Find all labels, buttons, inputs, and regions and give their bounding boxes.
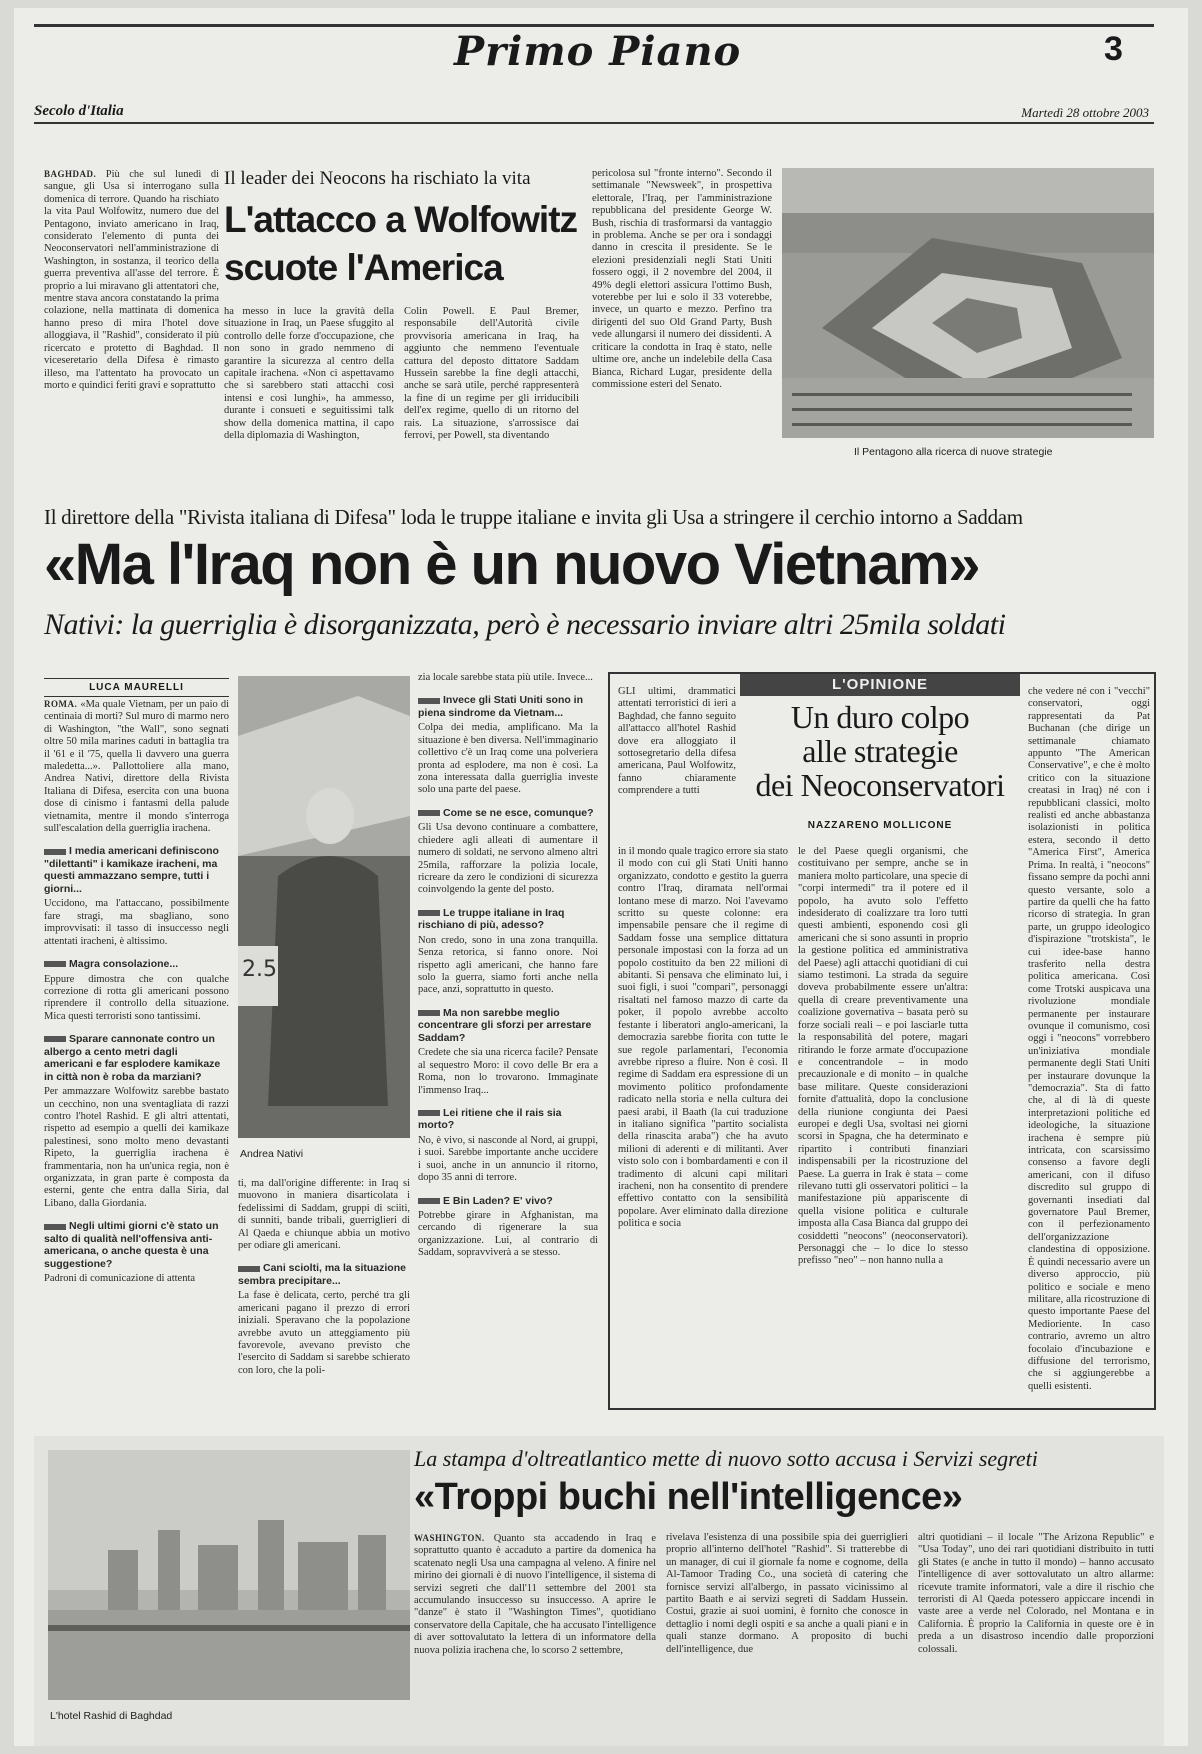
newspaper-page	[14, 8, 1188, 1746]
question-marker	[238, 1266, 260, 1272]
text: altri quotidiani – il locale "The Arizona Republic" e "Usa Today", uno dei rari quotidiani distribuito in tutti gli States (e anche in tutto il mondo) – hanno accusato l'intelligence di aver sottovalutato un altro allarme: ricevute tramite informatori, vale a dire il rischio che terroristi di Al Qaeda potessero appiccare incendi in vaste aree a verde nel Colorado, nel Montana e in California. È proprio la California in queste ore è in preda a un disastroso incendio dalle proporzioni colossali.	[918, 1532, 1154, 1655]
bottom-col1	[414, 1532, 656, 1722]
paper-name: Secolo d'Italia	[34, 103, 124, 119]
question-marker	[44, 961, 66, 967]
question-2	[44, 958, 229, 971]
top-article-col4	[592, 168, 772, 468]
text: «Ma quale Vietnam, per un paio di centinaia di morti? Sul muro di marmo nero di Washington, "the Wall", sono segnati oltre 50 mila marines caduti in battaglia tra il '61 e il '75, quella lì davvero una guerra maledetta...». Pallottoliere alla mano, Andrea Nativi, direttore della Rivista Italiana di Difesa, esercita con una buona dose di cinismo i fantasmi della palude vietnamita, mentre il mondo s'interroga sull'escalation della guerriglia irachena.	[44, 699, 229, 835]
bottom-headline: «Troppi buchi nell'intelligence»	[414, 1476, 963, 1518]
text: ti, ma dall'origine differente: in Iraq si muovono in maniera disarticolata i fedelissimi di Saddam, gruppi di sciiti, di sunniti, bande tribali, guerriglieri di Al Qaeda e chiunque abbia un motivo per odiare gli americani.	[238, 1178, 410, 1252]
answer-10: No, è vivo, si nasconde al Nord, ai gruppi, i suoi. Sarebbe importante anche uccidere i suoi, anche in un annuncio il ritorno, dopo 35 anni di terrore.	[418, 1134, 598, 1184]
bottom-kicker: La stampa d'oltreatlantico mette di nuovo sotto accusa i Servizi segreti	[414, 1446, 1038, 1471]
question-4	[44, 1220, 229, 1270]
nativi-photo	[238, 676, 410, 1138]
page-number: 3	[1104, 30, 1123, 68]
answer-7: Gli Usa devono continuare a combattere, chiedere agli alleati di aumentare il numero di soldati, ne servono almeno altri 25mila, rafforzare la polizia locale, ricreare da zero le condizioni di sicurezza coinvolgendo la gente del posto.	[418, 822, 598, 896]
main-byline: LUCA MAURELLI	[44, 678, 229, 697]
text: Colin Powell. E Paul Bremer, responsabile dell'Autorità civile provvisoria americana in Iraq, ha aggiunto che nemmeno l'eventuale cattura del deposto dittatore Saddam Hussein sarebbe la fine degli attacchi, anche se sarà utile, perché rappresenterà la fine di un regime per gli irriducibili dell'ex regime, quello di un ritorno del rais. La situazione, s'arrossisce dai ferrovi, per Powell, sta diventando	[404, 306, 579, 442]
text: Lei ritiene che il rais sia morto?	[418, 1106, 562, 1132]
section-title: Primo Piano	[454, 28, 742, 75]
question-1	[44, 845, 229, 895]
top-article-col3	[404, 306, 579, 468]
pentagon-illustration	[782, 168, 1154, 438]
main-col3	[418, 672, 598, 1423]
text: Negli ultimi giorni c'è stato un salto di qualità nell'offensiva anti-americana, o anche questa è una suggestione?	[44, 1220, 219, 1270]
text: Invece gli Stati Uniti sono in piena sindrome da Vietnam...	[418, 694, 584, 719]
top-rule	[34, 24, 1154, 27]
text: le del Paese quegli organismi, che costituivano per sempre, anche se in maniera molto particolare, una specie di "corpi intermedi" tra il potere ed il popolo, ha avuto solo l'effetto indesiderato di coalizzare tra loro tutti questi ambienti, esponendo così gli americani che si sono assunti in proprio la gestione politica ed amministrativa del Paese) agli attacchi quotidiani di cui siamo testimoni. La strada da seguire doveva probabilmente essere un'altra: quella di creare preventivamente una coalizione governativa – basata però su forze sociali reali – e poi lasciarle tutta la responsabilità del potere, magari ritirando le forze armate d'occupazione e concentrandole – in modo precauzionale e di monito – in qualche base militare. Queste considerazioni fornite d'attualità, dopo la conclusione della riunione congiunta dei Paesi europei e degli Usa, svoltasi nei giorni scorsi in Spagna, che ha determinato e ripartito i contributi finanziari indispensabili per la ricostruzione del Paese. La guerra in Irak è stata – come rilevano tutti gli osservatori politici – la manifestazione più appariscente di quella visione politica e culturale imposta alla Casa Bianca dal gruppo dei cosiddetti "neocons" (neoconservatori). Personaggi che – lo dice lo stesso prefisso "neo" – non hanno nulla a	[798, 846, 968, 1267]
text: zia locale sarebbe stata più utile. Invece...	[418, 672, 593, 683]
text: E Bin Laden? E' vivo?	[443, 1194, 553, 1207]
answer-9: Credete che sia una ricerca facile? Pensate al sequestro Moro: il covo delle Br era a Roma, non lo trovarono. Immaginate l'immenso Iraq...	[418, 1047, 598, 1096]
issue-date: Martedì 28 ottobre 2003	[1021, 105, 1149, 120]
opinion-title-line1: Un duro colpo	[790, 699, 970, 735]
question-marker	[44, 1036, 66, 1042]
answer-3: Per ammazzare Wolfowitz sarebbe bastato un cecchino, non una sventagliata di razzi contro l'hotel Rashid. E gli altri attentati, rispetto ad esempio a quelli dei kamikaze palestinesi, sono molto meno devastanti Ripeto, la guerriglia irachena è frammentaria, non ha un'unica regia, non è organizzata, in gran parte è composta da esterni, gente che entra dalla Siria, dal Libano, dalla Giordania.	[44, 1086, 229, 1209]
bottom-col3	[918, 1532, 1154, 1722]
text: ha messo in luce la gravità della situazione in Iraq, un Paese sfuggito al controllo delle forze d'occupazione, che non sono in grado nemmeno di garantire la sicurezza al centro della capitale irachena. «Non ci aspettavamo che si sarebbero stati attacchi così intensi e così lunghi», ha ammesso, durante i consueti e seguitissimi talk show della domenica mattina, il capo della diplomazia di Washington,	[224, 306, 394, 442]
top-article-col2	[224, 306, 394, 468]
nativi-caption: Andrea Nativi	[240, 1148, 304, 1160]
opinion-box	[608, 672, 1156, 1410]
text: I media americani definiscono "dilettanti" i kamikaze iracheni, ma questi ammazzano sempre, tutti i giorni...	[44, 845, 219, 895]
top-article-headline	[224, 196, 584, 292]
rashid-photo	[48, 1450, 410, 1700]
text: Ma non sarebbe meglio concentrare gli sforzi per arrestare Saddam?	[418, 1006, 592, 1044]
bottom-col2	[666, 1532, 908, 1722]
text: in il mondo quale tragico errore sia stato il modo con cui gli Stati Uniti hanno organizzato, condotto e gestito la guerra contro l'Iraq, diramata nell'ormai lontano mese di marzo. Noi l'avevamo scritto su queste colonne: era impensabile pensare che il regime di Saddam fosse una semplice dittatura personale impostasi con la forza ad un popolo costituito da ben 22 milioni di abitanti. Si pensava che eliminato lui, i suoi figli, i suoi "compari", personaggi risaltati nel famoso mazzo di carte da poker, il popolo avrebbe accolto festante i liberatori anglo-americani, la democrazia sarebbe fiorita con tutte le sue regole parlamentari, l'economia avrebbe ripreso a fluire. Non è così. Il regime di Saddam era espressione di un movimento politico profondamente radicato nella storia e nella cultura dei paesi arabi, il Baath (la cui traduzione in italiano significa "partito socialista della rinascita araba") che ha avuto milioni di aderenti e di militanti. Aver visto solo con i bombardamenti e con il tradimento di alcuni capi militari iracheni, non ha consentito di prendere effettivo contatto con la sensibilità popolare. Aver eliminato dalla direzione politica e socia	[618, 846, 788, 1230]
opinion-byline: NAZZARENO MOLLICONE	[807, 820, 953, 831]
question-marker	[418, 810, 440, 816]
text: Quanto sta accadendo in Iraq e soprattutto quanto è accaduto a partire da domenica ha scatenato negli Usa una campagna al veleno. A finire nel mirino dei giornali è di nuovo l'intelligence, il sistema di servizi segreti che dall'11 settembre del 2001 sta accumulando insuccesso su insuccesso. A aprire le "danze" è stato il "Washington Times", quotidiano conservatore della Capitale, che ha accusato l'intelligence di aver sottovalutato la lettera di un informatore della nuova polizia irachena che, lo scorso 2 settembre,	[414, 1533, 657, 1656]
text: Cani sciolti, ma la situazione sembra precipitare...	[238, 1262, 406, 1287]
text: Sparare cannonate contro un albergo a cento metri dagli americani e far esplodere kamikaze in città non è roba da marziani?	[44, 1033, 221, 1083]
question-marker	[418, 910, 440, 916]
rashid-illustration	[48, 1450, 410, 1700]
opinion-title	[740, 700, 1020, 802]
question-3	[44, 1033, 229, 1083]
main-kicker: Il direttore della "Rivista italiana di Difesa" loda le truppe italiane e invita gli Usa a stringere il cerchio intorno a Saddam	[44, 505, 1023, 529]
text: rivelava l'esistenza di una possibile spia dei guerriglieri proprio all'interno dell'hotel "Rashid". Si tratterebbe di un manager, di cui il giornale fa nome e cognome, della Al-Tamoor Trading Co., una società di catering che fornisce servizi all'albergo, in passato vicinissimo al partito Baath e ai servizi segreti di Saddam Hussein. Costui, grazie ai suoi uomini, è fornito che conosce in dettaglio i nomi degli ospiti e sa anche a quali piani e in quali stanze dormano. A proposito di buchi dell'intelligence, due	[666, 1532, 908, 1655]
question-11	[418, 1195, 598, 1208]
question-marker	[44, 849, 66, 855]
dateline: ROMA.	[44, 699, 78, 709]
opinion-col1	[618, 846, 788, 1402]
headline-line1: L'attacco a Wolfowitz	[224, 199, 578, 240]
question-7	[418, 807, 598, 820]
question-6	[418, 694, 598, 719]
question-marker	[418, 1198, 440, 1204]
answer-1: Uccidono, ma l'attaccano, possibilmente fare stragi, ma sbagliano, sono improvvisati: il tasso di insuccesso negli attentati iracheni, è altissimo.	[44, 898, 229, 947]
opinion-title-line3: dei Neoconservatori	[755, 767, 1005, 803]
main-subheadline: Nativi: la guerriglia è disorganizzata, però è necessario inviare altri 25mila soldati	[44, 608, 1006, 641]
headline-line2: scuote l'America	[224, 247, 503, 288]
dateline: WASHINGTON.	[414, 1533, 485, 1543]
text: pericolosa sul "fronte interno". Secondo il settimanale "Newsweek", in prospettiva elettorale, l'Iraq, per l'amministrazione repubblicana del presidente George W. Bush, rischia di trasformarsi da vantaggio in problema. Anche se per ora i sondaggi danno in crescita il presidente. Se le elezioni presidenziali negli Stati Uniti fossero oggi, il 2 novembre del 2004, il 49% degli elettori assicura l'ottimo Bush, voterebbe per lui e solo il 33 voterebbe, invece, un quarto e mezzo. Perfino tra dirigenti del suo Old Grand Party, Bush vede allungarsi il numero dei dissidenti. A criticare la condotta in Iraq è stato, nelle ultime ore, anche un indelebile della Casa Bianca, Richard Lugar, presidente della commissione esteri del Senato.	[592, 168, 772, 390]
text: Le truppe italiane in Iraq rischiano di più, adesso?	[418, 906, 565, 932]
opinion-col2	[798, 846, 968, 1402]
answer-6: Colpa dei media, amplificano. Ma la situazione è ben diversa. Nell'immaginario collettivo c'è un Iraq come una polveriera pronta ad esplodere, ma non è così. La zona interessata dalla guerriglia investe solo una parte del paese.	[418, 722, 598, 796]
question-marker	[44, 1224, 66, 1230]
text: che vedere né con i "vecchi" conservatori, oggi rappresentati da Pat Buchanan (che dirige un settimanale chiamato appunto "The American Conservative", e che è molto critico con la situazione creatasi in Iraq) né con i repubblicani classici, molto realisti ed anche abbastanza isolazionisti in politica estera, secondo il detto "America First", America Prima. In realtà, i "neocons" fissano sempre da pochi anni questo versante, solo a partire da quelli che ha fatto ricorso di strategia. In gran parte, un gruppo ideologico d'ispirazione "trotskista", le cui idee-base hanno trasferito nella destra politica americana. Così come Trotski auspicava una rivoluzione mondiale permanente per instaurare ovunque il comunismo, così oggi i "neocons" vorrebbero un'iniziativa mondiale permanente degli Stati Uniti per instaurare dovunque la "democrazia". Sta di fatto che, al di là di queste interpretazioni politiche ed ideologiche, la situazione irachena è sempre più intricata, con scarsissimo consenso a favore degli americani, con il difuso discredito sul gruppo di governanti insediati dal governatore Paul Bremer, con il perfezionamento dell'organizzazione clandestina di opposizione. È quindi necessario avere un diverso approccio, più politico e sociale e meno militare, alla ricostruzione di questo importante Paese del Medioriente. In caso contrario, avremo un altro focolaio d'incubazione e diffusione del terrorismo, che si aggiungerebbe a quelli esistenti.	[1028, 686, 1150, 1392]
top-article-col1	[44, 168, 219, 468]
opinion-title-line2: alle strategie	[802, 733, 958, 769]
top-article-kicker: Il leader dei Neocons ha rischiato la vita	[224, 168, 531, 189]
answer-5: La fase è delicata, certo, perché tra gli americani pagano il prezzo di errori iniziali. Speravano che la popolazione avrebbe avuto un atteggiamento più favorevole, avevano previsto che l'esercito di Saddam si sarebbe schierato con loro, che la poli-	[238, 1290, 410, 1376]
text: Magra consolazione...	[69, 958, 179, 971]
pentagon-photo	[782, 168, 1154, 438]
opinion-col1-top	[618, 686, 736, 841]
answer-8: Non credo, sono in una zona tranquilla. Senza retorica, si fanno onore. Noi rispetto agli americani, che hanno fare solo la guerra, siamo forti anche nella pace, anzi, soprattutto in questo.	[418, 934, 598, 996]
text: Come se ne esce, comunque?	[443, 806, 594, 819]
question-marker	[418, 1010, 440, 1016]
opinion-label: L'OPINIONE	[740, 674, 1020, 696]
text: GLI ultimi, drammatici attentati terroristici di ieri a Baghdad, che fanno seguito all'attacco all'hotel Rashid dove era alloggiato il sottosegretario della difesa americana, Paul Wolfowitz, fanno chiaramente comprendere a tutti	[618, 686, 736, 797]
dateline: BAGHDAD.	[44, 169, 97, 179]
nativi-illustration	[238, 676, 410, 1138]
masthead-rule	[34, 122, 1154, 124]
svg-text:2.5: 2.5	[242, 957, 277, 982]
answer-2: Eppure dimostra che con qualche correzione di rotta gli americani possono riprendere il controllo della situazione. Mica questi terroristi sono tantissimi.	[44, 973, 229, 1022]
opinion-col3	[1028, 686, 1150, 1392]
answer-11: Potrebbe girare in Afghanistan, ma cercando di rigenerare la sua organizzazione. Lui, al contrario di Saddam, sopravviverà a se stesso.	[418, 1210, 598, 1259]
question-5	[238, 1262, 410, 1287]
main-col2-bottom	[238, 1178, 410, 1423]
answer-4: Padroni di comunicazione di attenta	[44, 1273, 196, 1285]
question-8	[418, 907, 598, 932]
question-marker	[418, 1110, 440, 1116]
pentagon-caption: Il Pentagono alla ricerca di nuove strategie	[854, 446, 1053, 458]
text: Più che sul lunedì di sangue, gli Usa si interrogano sulla domenica di terrore. Quando ha rischiato la vita Paul Wolfowitz, numero due del Pentagono, inviato americano in Iraq, considerato l'elemento di punta dei Neoconservatori nell'amministrazione di Washington, in sostanza, il teorico della guerra preventiva all'asse del terrore. È proprio a lui miravano gli attentatori che, mentre stava ancora constatando la prima colazione, nella mattinata di domenica hanno preso di mira l'hotel dove alloggiava, il "Rashid", considerato il più ricercato e protetto di Baghdad. Il viceseretario della Difesa è rimasto illeso, ma l'attentato ha provocato un morto e quindici feriti gravi e soprattutto	[44, 169, 219, 391]
main-col1	[44, 698, 229, 1423]
question-9	[418, 1007, 598, 1045]
rashid-caption: L'hotel Rashid di Baghdad	[50, 1710, 173, 1722]
question-10	[418, 1107, 598, 1132]
question-marker	[418, 698, 440, 704]
main-headline: «Ma l'Iraq non è un nuovo Vietnam»	[44, 532, 979, 597]
